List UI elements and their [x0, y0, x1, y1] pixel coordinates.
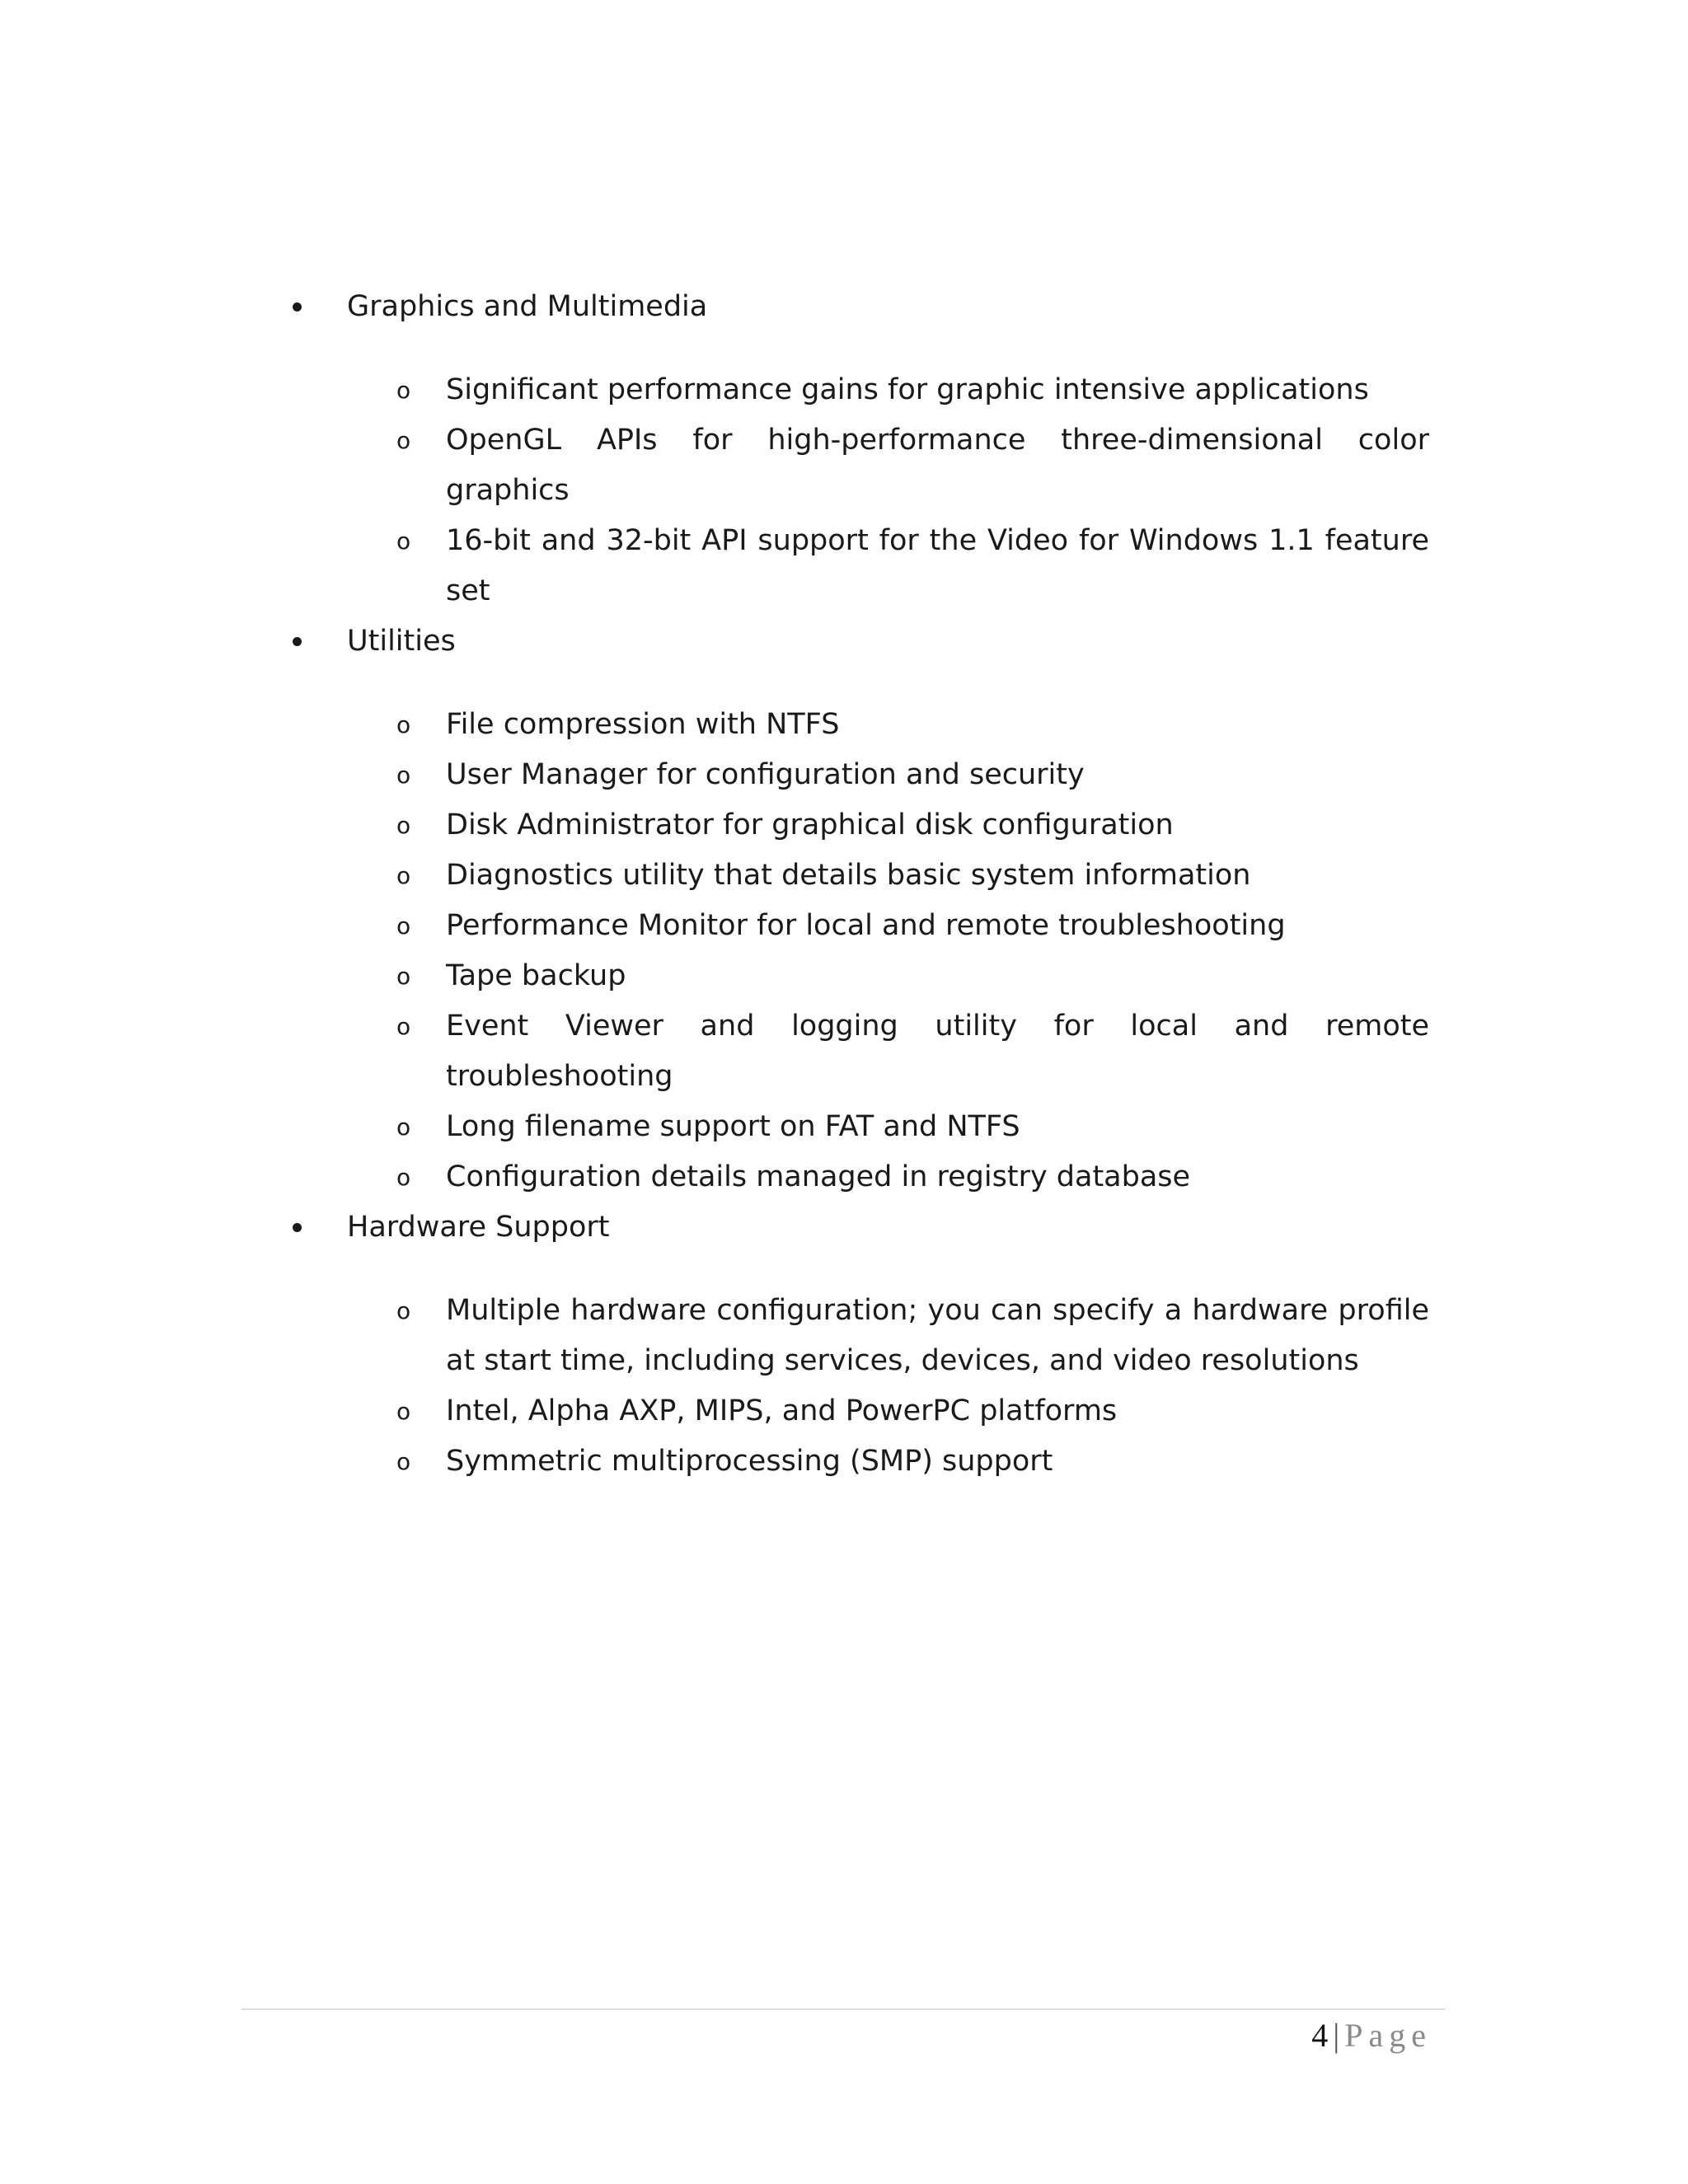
- sub-item-text: Diagnostics utility that details basic system information: [446, 859, 1251, 892]
- sub-item-text: File compression with NTFS: [446, 708, 840, 741]
- sub-item-text: Performance Monitor for local and remote troubleshooting: [446, 909, 1286, 942]
- sub-list: [293, 1286, 1447, 1487]
- sub-list-item: [293, 1286, 1447, 1386]
- hollow-bullet-icon: o: [396, 812, 411, 839]
- bullet-icon: [293, 637, 302, 646]
- page-label: Page: [1344, 2017, 1432, 2054]
- sub-list-item: [293, 1152, 1447, 1202]
- sub-item-text: Multiple hardware configuration; you can specify a hardware profile at start time, including services, devices, and video resolutions: [446, 1294, 1429, 1377]
- section-title: Hardware Support: [347, 1211, 610, 1244]
- hollow-bullet-icon: o: [396, 527, 411, 555]
- bullet-icon: [293, 302, 302, 312]
- page-separator: |: [1333, 2017, 1340, 2054]
- sub-list-item: [293, 1436, 1447, 1487]
- hollow-bullet-icon: o: [396, 711, 411, 738]
- section-title: Utilities: [347, 625, 456, 658]
- hollow-bullet-icon: o: [396, 912, 411, 940]
- sub-item-text: Event Viewer and logging utility for local and remote troubleshooting: [446, 1010, 1429, 1093]
- sub-item-text: Configuration details managed in registry database: [446, 1160, 1191, 1193]
- page-footer: [1311, 2016, 1432, 2055]
- sub-item-text: Intel, Alpha AXP, MIPS, and PowerPC platforms: [446, 1394, 1118, 1427]
- sub-list: [293, 365, 1447, 616]
- sub-item-text: User Manager for configuration and security: [446, 758, 1085, 791]
- section-utilities: [293, 616, 1447, 1202]
- section-hardware-support: [293, 1202, 1447, 1487]
- list-item: [293, 1202, 1447, 1253]
- hollow-bullet-icon: o: [396, 427, 411, 454]
- sub-list-item: [293, 516, 1447, 616]
- hollow-bullet-icon: o: [396, 1013, 411, 1040]
- section-graphics-multimedia: [293, 282, 1447, 616]
- footer-divider: [241, 2008, 1445, 2010]
- hollow-bullet-icon: o: [396, 963, 411, 990]
- sub-list-item: [293, 800, 1447, 851]
- feature-list: [293, 282, 1447, 1487]
- hollow-bullet-icon: o: [396, 1164, 411, 1191]
- hollow-bullet-icon: o: [396, 1398, 411, 1425]
- sub-list-item: [293, 851, 1447, 901]
- sub-item-text: Long filename support on FAT and NTFS: [446, 1110, 1020, 1143]
- sub-item-text: Disk Administrator for graphical disk configuration: [446, 808, 1174, 841]
- sub-item-text: Tape backup: [446, 959, 626, 992]
- hollow-bullet-icon: o: [396, 1297, 411, 1324]
- hollow-bullet-icon: o: [396, 1448, 411, 1475]
- list-item: [293, 616, 1447, 667]
- sub-list-item: [293, 700, 1447, 750]
- sub-list-item: [293, 951, 1447, 1001]
- sub-list-item: [293, 750, 1447, 800]
- sub-item-text: 16-bit and 32-bit API support for the Video for Windows 1.1 feature set: [446, 524, 1429, 607]
- page-number: 4: [1311, 2017, 1329, 2054]
- section-title: Graphics and Multimedia: [347, 290, 708, 323]
- sub-list: [293, 700, 1447, 1202]
- sub-list-item: [293, 901, 1447, 951]
- sub-item-text: Symmetric multiprocessing (SMP) support: [446, 1445, 1053, 1478]
- bullet-icon: [293, 1223, 302, 1232]
- sub-list-item: [293, 1102, 1447, 1152]
- sub-list-item: [293, 1386, 1447, 1436]
- hollow-bullet-icon: o: [396, 377, 411, 404]
- hollow-bullet-icon: o: [396, 1113, 411, 1141]
- sub-list-item: [293, 1001, 1447, 1102]
- sub-list-item: [293, 365, 1447, 415]
- sub-item-text: Significant performance gains for graphic intensive applications: [446, 373, 1369, 406]
- sub-item-text: OpenGL APIs for high-performance three-dimensional color graphics: [446, 424, 1429, 507]
- hollow-bullet-icon: o: [396, 762, 411, 789]
- list-item: [293, 282, 1447, 332]
- hollow-bullet-icon: o: [396, 862, 411, 889]
- sub-list-item: [293, 415, 1447, 516]
